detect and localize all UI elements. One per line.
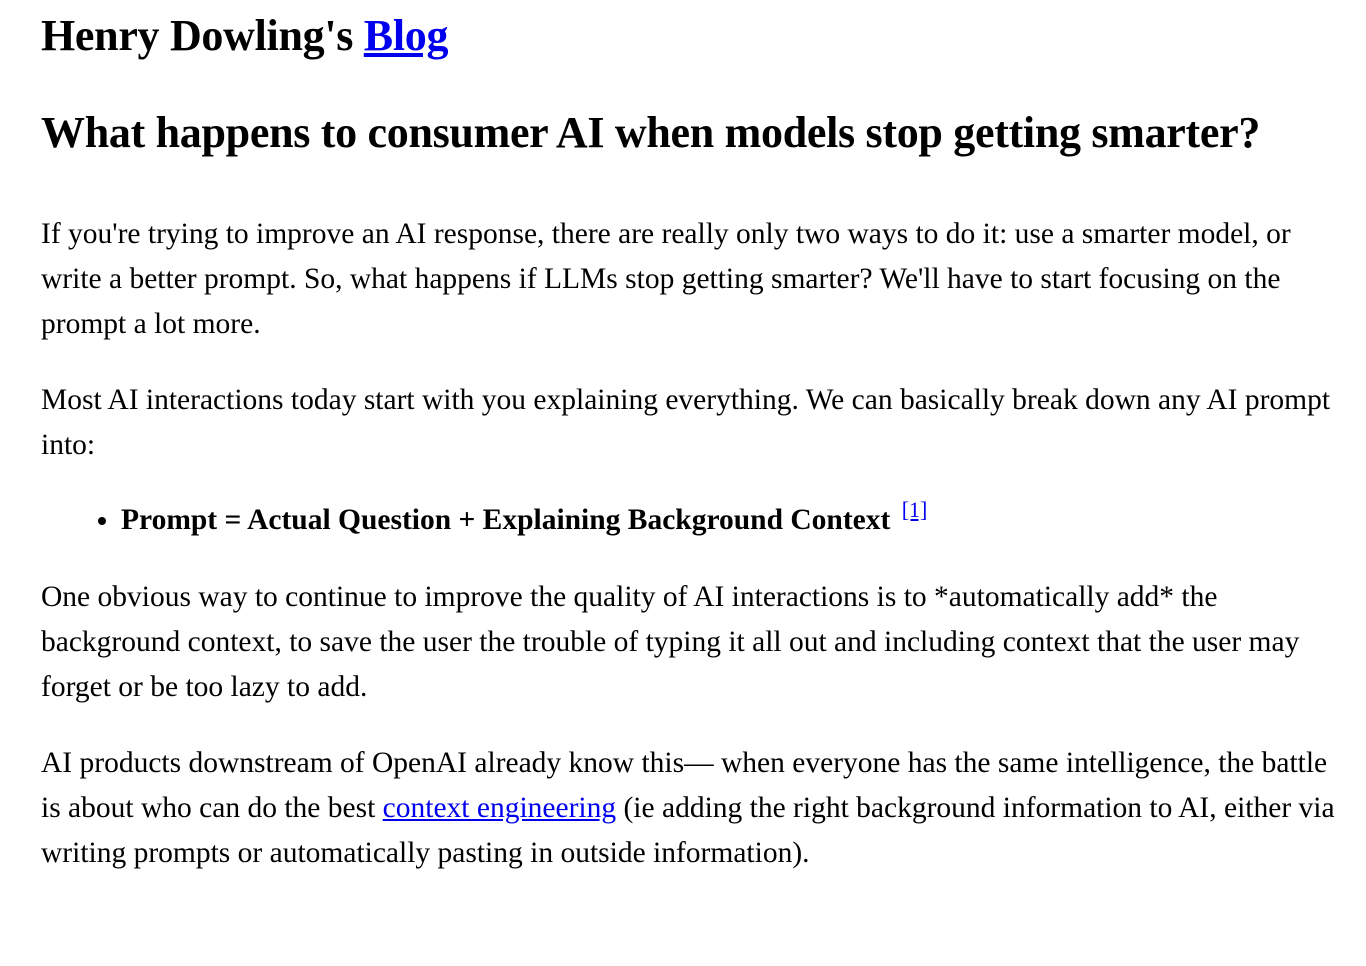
blog-link[interactable]: Blog bbox=[363, 11, 449, 60]
post-title: What happens to consumer AI when models stop getting smarter? bbox=[41, 108, 1261, 157]
site-owner: Henry Dowling's bbox=[41, 11, 354, 60]
bullet-text: Prompt = Actual Question + Explaining Background Context bbox=[121, 504, 891, 536]
list-item bbox=[121, 498, 1344, 543]
context-engineering-link[interactable]: context engineering bbox=[382, 792, 617, 824]
paragraph-2: Most AI interactions today start with you explaining everything. We can basically break down any AI prompt into: bbox=[41, 384, 1331, 461]
bullet-list bbox=[41, 498, 1344, 543]
paragraph-1: If you're trying to improve an AI response, there are really only two ways to do it: use a smarter model, or write a better prompt. So, what happens if LLMs stop getting smarter? We'll have to start focusing on the prompt a lot more. bbox=[41, 218, 1291, 340]
footnote-ref bbox=[902, 497, 928, 522]
paragraph-4 bbox=[41, 741, 1344, 876]
site-header bbox=[41, 0, 1344, 62]
footnote-link[interactable]: [1] bbox=[901, 497, 928, 522]
paragraph-4-text-end: (ie adding the right background information to AI, either via writing prompts or automatically pasting in outside information). bbox=[41, 792, 1335, 869]
paragraph-4-text-start: AI products downstream of OpenAI already know this— when everyone has the same intelligence, the battle is about who can do the best bbox=[41, 747, 1328, 824]
paragraph-3: One obvious way to continue to improve the quality of AI interactions is to *automatically add* the background context, to save the user the trouble of typing it all out and including context that the user may forget or be too lazy to add. bbox=[41, 581, 1300, 703]
